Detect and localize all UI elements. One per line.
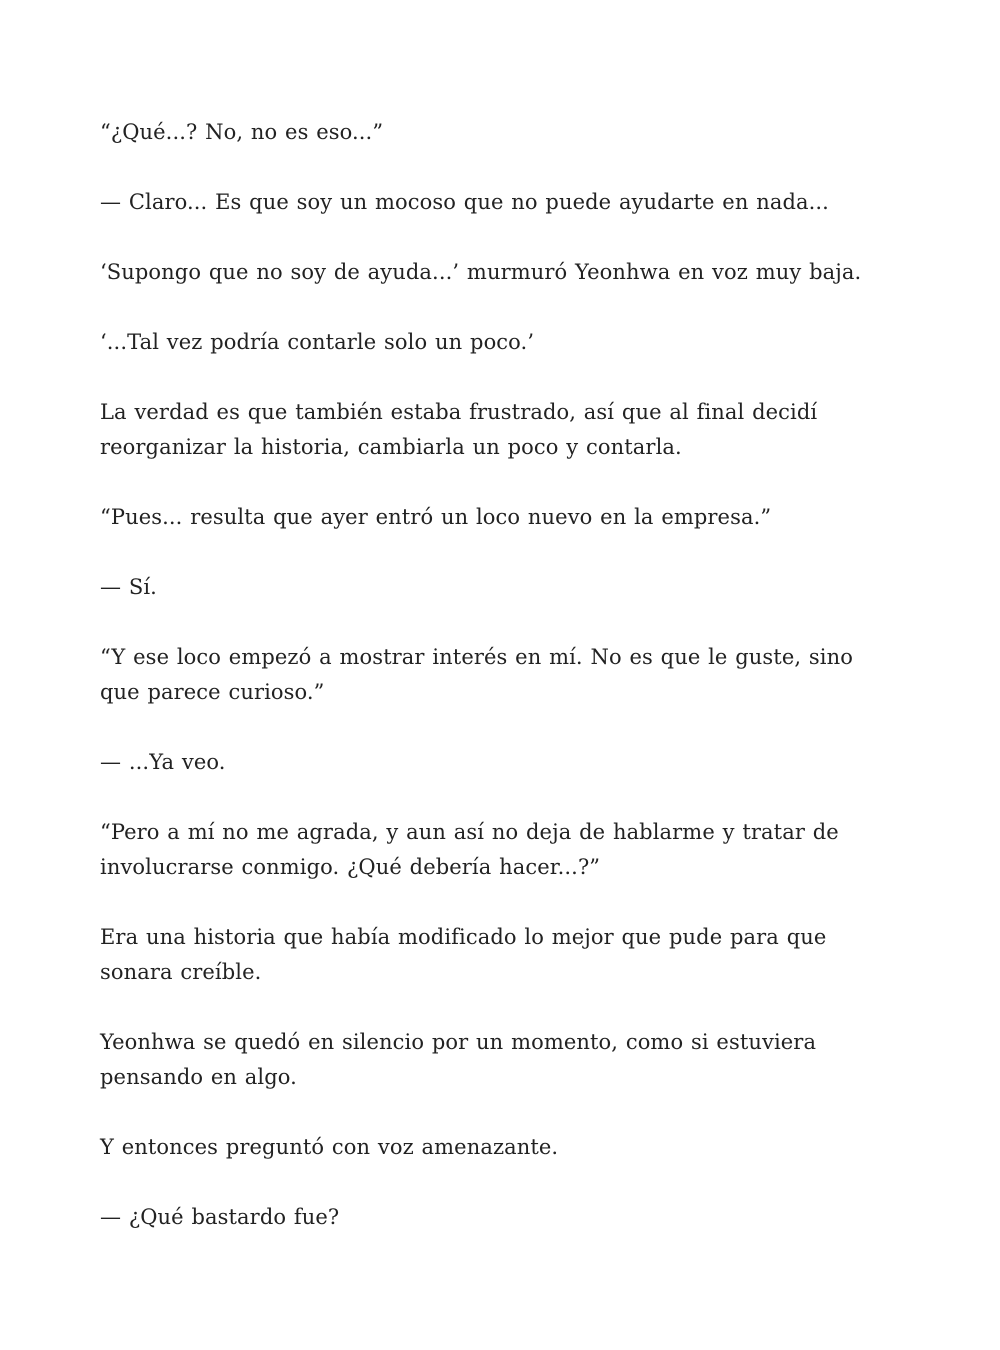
paragraph: — Sí. xyxy=(100,575,157,599)
document-body xyxy=(100,115,900,1270)
paragraph: Y entonces preguntó con voz amenazante. xyxy=(100,1135,559,1159)
paragraph: — Claro... Es que soy un mocoso que no puede ayudarte en nada... xyxy=(100,190,829,214)
paragraph: “Y ese loco empezó a mostrar interés en mí. No es que le guste, sino que parece curioso.” xyxy=(100,645,853,704)
paragraph: Yeonhwa se quedó en silencio por un momento, como si estuviera pensando en algo. xyxy=(100,1030,817,1089)
paragraph: “Pero a mí no me agrada, y aun así no deja de hablarme y tratar de involucrarse conmigo. ¿Qué debería hacer...?” xyxy=(100,820,839,879)
paragraph: La verdad es que también estaba frustrado, así que al final decidí reorganizar la historia, cambiarla un poco y contarla. xyxy=(100,400,818,459)
paragraph: “¿Qué...? No, no es eso...” xyxy=(100,120,384,144)
paragraph: ‘...Tal vez podría contarle solo un poco.’ xyxy=(100,330,535,354)
paragraph: “Pues... resulta que ayer entró un loco nuevo en la empresa.” xyxy=(100,505,772,529)
paragraph: — ...Ya veo. xyxy=(100,750,226,774)
paragraph: ‘Supongo que no soy de ayuda...’ murmuró Yeonhwa en voz muy baja. xyxy=(100,260,862,284)
paragraph: — ¿Qué bastardo fue? xyxy=(100,1205,340,1229)
paragraph: Era una historia que había modificado lo mejor que pude para que sonara creíble. xyxy=(100,925,827,984)
